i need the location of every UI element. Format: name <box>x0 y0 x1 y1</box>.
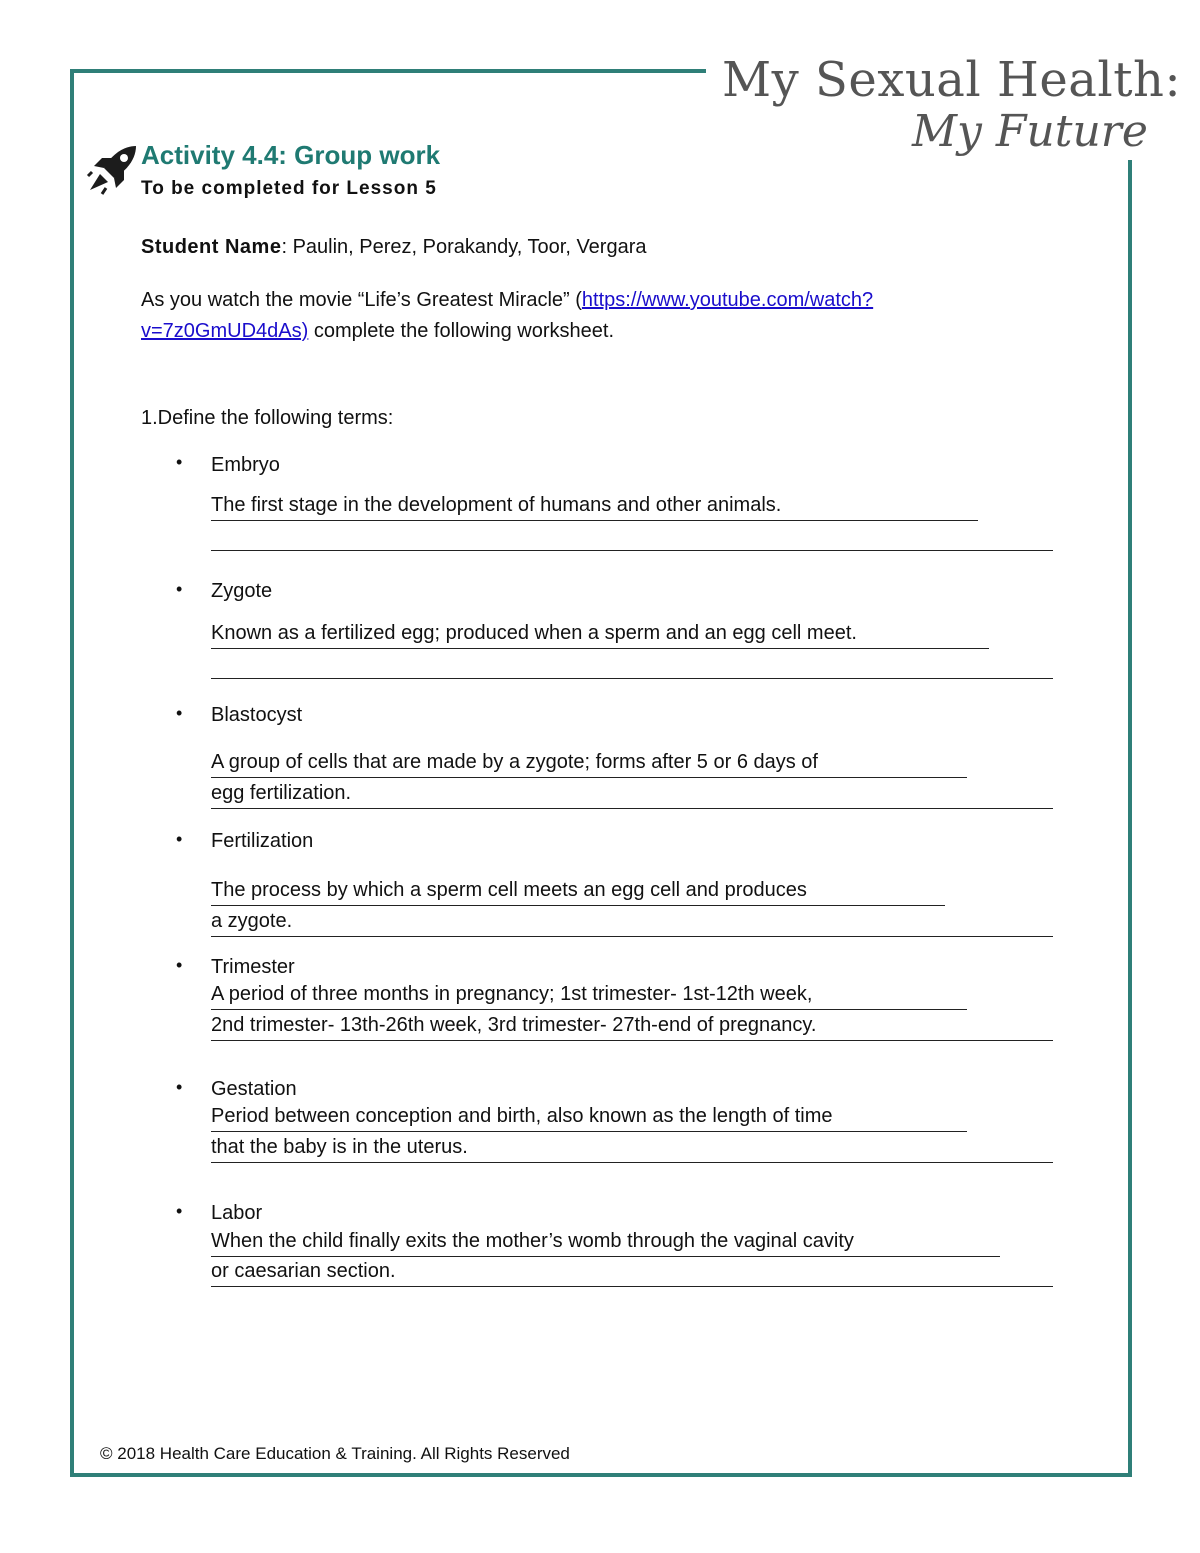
video-link[interactable]: https://www.youtube.com/watch?v=7z0GmUD4dAs) <box>141 289 874 342</box>
intro-paragraph <box>141 285 1021 347</box>
definition-line: 2nd trimester- 13th-26th week, 3rd trimester- 27th-end of pregnancy. <box>211 1014 1053 1041</box>
student-name-row <box>141 236 647 259</box>
frame-border-bottom <box>70 1473 1132 1477</box>
activity-title: Activity 4.4: Group work <box>141 140 441 170</box>
bullet-icon: • <box>176 579 183 599</box>
term-label: Blastocyst <box>211 704 303 726</box>
intro-text: As you watch the movie “Life’s Greatest Miracle” ( <box>141 289 582 311</box>
frame-border-top <box>70 69 706 73</box>
bullet-icon: • <box>176 1077 183 1097</box>
question-1: 1.Define the following terms: <box>141 407 394 429</box>
student-name-label: Student Name <box>141 236 282 258</box>
definition-line: egg fertilization. <box>211 782 1053 809</box>
definition-line <box>211 524 1053 551</box>
term-label: Trimester <box>211 956 295 978</box>
term-label: Gestation <box>211 1078 297 1100</box>
activity-subtitle: To be completed for Lesson 5 <box>141 178 437 199</box>
definition-line: or caesarian section. <box>211 1260 1053 1287</box>
brand-subtitle: My Future <box>912 106 1148 157</box>
bullet-icon: • <box>176 829 183 849</box>
bullet-icon: • <box>176 1201 183 1221</box>
rocket-icon <box>86 142 140 196</box>
copyright-footer: © 2018 Health Care Education & Training. All Rights Reserved <box>100 1444 570 1463</box>
term-label: Embryo <box>211 454 280 476</box>
intro-text-end: complete the following worksheet. <box>308 320 614 342</box>
definition-line: A group of cells that are made by a zygote; forms after 5 or 6 days of <box>211 751 967 778</box>
definition-line: The first stage in the development of humans and other animals. <box>211 494 978 521</box>
frame-border-right <box>1128 160 1132 1477</box>
frame-border-left <box>70 69 74 1477</box>
brand-title: My Sexual Health: <box>722 52 1182 108</box>
definition-line <box>211 652 1053 679</box>
term-label: Labor <box>211 1202 263 1224</box>
term-label: Zygote <box>211 580 273 602</box>
definition-line: The process by which a sperm cell meets an egg cell and produces <box>211 879 945 906</box>
definition-line: that the baby is in the uterus. <box>211 1136 1053 1163</box>
definition-line: When the child finally exits the mother’s womb through the vaginal cavity <box>211 1230 1000 1257</box>
bullet-icon: • <box>176 452 183 472</box>
bullet-icon: • <box>176 703 183 723</box>
student-names: : Paulin, Perez, Porakandy, Toor, Vergara <box>281 236 647 258</box>
definition-line: Known as a fertilized egg; produced when a sperm and an egg cell meet. <box>211 622 989 649</box>
term-label: Fertilization <box>211 830 314 852</box>
definition-line: a zygote. <box>211 910 1053 937</box>
bullet-icon: • <box>176 955 183 975</box>
definition-line: A period of three months in pregnancy; 1st trimester- 1st-12th week, <box>211 983 967 1010</box>
definition-line: Period between conception and birth, also known as the length of time <box>211 1105 967 1132</box>
